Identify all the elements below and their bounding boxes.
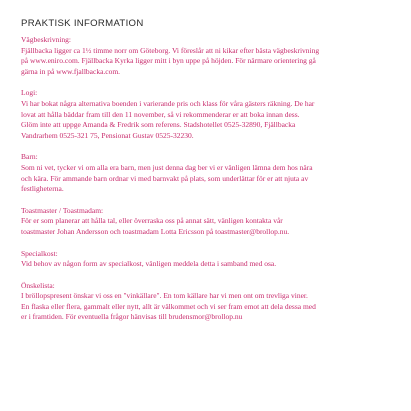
section-body: Vid behov av någon form av specialkost, vänligen meddela detta i samband med osa. (21, 259, 277, 269)
section-directions (21, 35, 393, 77)
section-label: Barn: (21, 152, 38, 162)
section-label: Vägbeskrivning: (21, 35, 71, 44)
section-accommodation (21, 88, 393, 141)
section-body: Fjällbacka ligger ca 1½ timme norr om Göteborg. Vi föreslår att ni kikar efter bästa vägbeskrivning på www.eniro.com. Fjällbacka Kyrka ligger mitt i byn uppe på höjden. För närmare orientering gå gärna in på www.fjallbacka.com. (21, 45, 320, 76)
page-title: PRAKTISK INFORMATION (21, 18, 144, 29)
section-body: Vi har bokat några alternativa boenden i varierande pris och klass för våra gästers räkning. De har lovat att hålla bäddar fram till den 11 november, så vi rekommenderar er att boka innan dess. Glöm inte att uppge Amanda & Fredrik som referens. Stadshotellet 0525-32890, Fjällbacka Vandrarhem 0525-321 75, Pensionat Gustav 0525-32230. (21, 98, 315, 140)
practical-information-page (21, 18, 393, 334)
section-label: Toastmaster / Toastmadam: (21, 205, 104, 215)
section-special-diet (21, 249, 393, 270)
section-body: Som ni vet, tycker vi om alla era barn, men just denna dag ber vi er vänligen lämna dem hos nära och kära. För ammande barn ordnar vi med barnvakt på plats, som underlättar för er att njuta av festligheterna. (21, 162, 313, 194)
section-label: Specialkost: (21, 248, 58, 258)
section-toastmaster (21, 206, 393, 238)
section-body: För er som planerar att hålla tal, eller överraska oss på annat sätt, vänligen kontakta vår toastmaster Johan Andersson och toastmadam Lotta Ericsson på toastmaster@brollop.nu. (21, 216, 290, 236)
section-body: I bröllopspresent önskar vi oss en "vinkällare". En tom källare har vi men ont om trevliga viner. En flaska eller flera, gammalt eller nytt, allt är välkommet och vi ser fram emot att dela dessa med er i framtiden. För eventuella frågor hänvisas till brudensmor@brollop.nu (21, 291, 316, 322)
section-label: Önskelista: (21, 280, 55, 290)
section-wishlist (21, 281, 393, 323)
section-label: Logi: (21, 88, 38, 98)
section-children (21, 152, 393, 194)
